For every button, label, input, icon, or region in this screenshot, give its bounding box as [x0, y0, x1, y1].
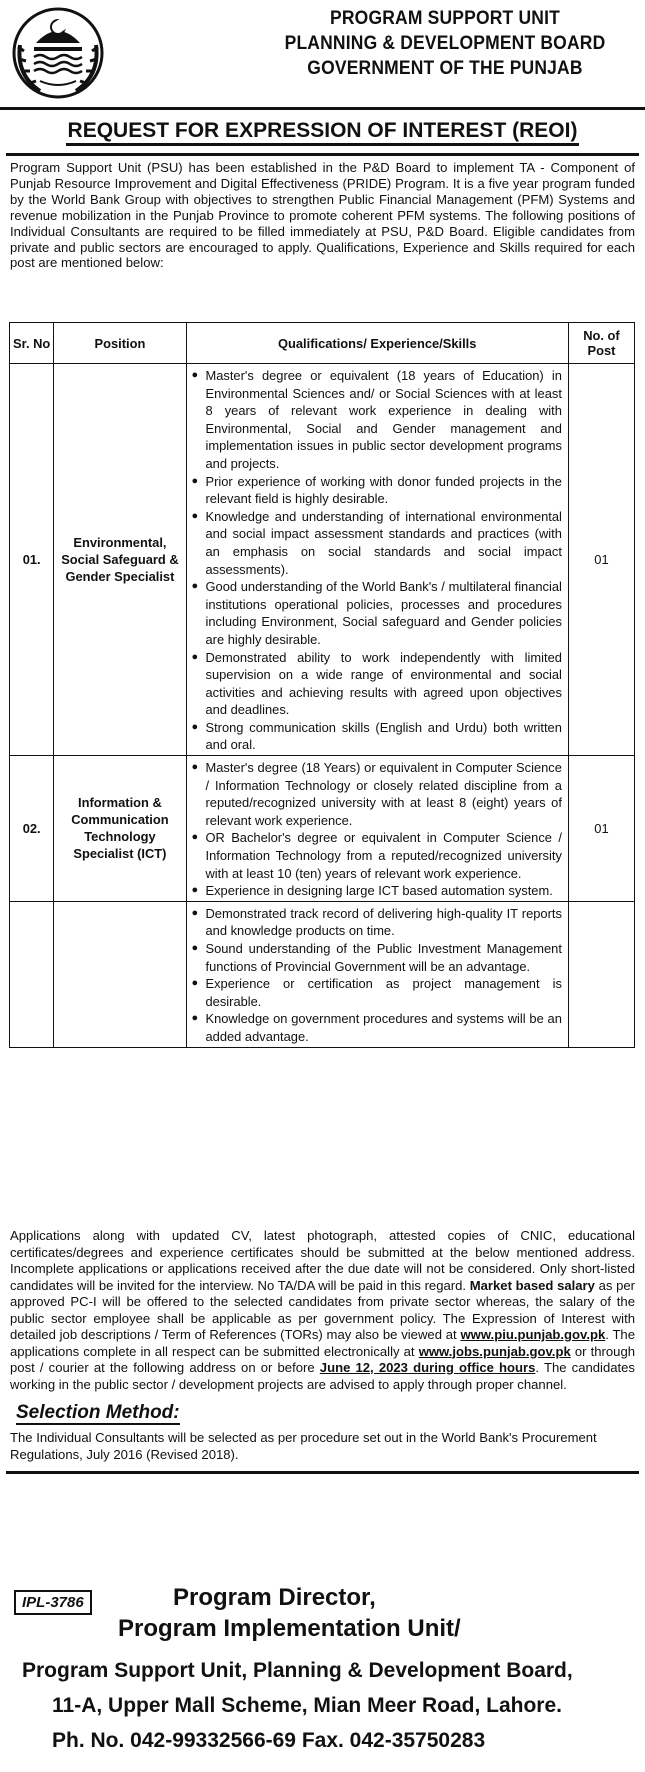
bullet-icon: ● — [191, 580, 199, 593]
qualifications-cell — [186, 756, 568, 902]
table-row — [10, 901, 635, 1047]
list-item — [192, 578, 562, 648]
header — [0, 0, 645, 110]
selection-heading-wrap — [16, 1402, 645, 1424]
header-sr-no: Sr. No — [10, 323, 54, 364]
reoi-heading-wrap — [0, 119, 645, 153]
ipl-number-badge: IPL-3786 — [14, 1590, 92, 1615]
market-salary-text: Market based salary — [469, 1277, 595, 1293]
deadline-text: June 12, 2023 during office hours — [319, 1360, 536, 1375]
list-item — [192, 1010, 562, 1045]
list-item — [192, 367, 562, 473]
post-count-cell — [568, 901, 634, 1047]
intro-paragraph: Program Support Unit (PSU) has been established in the P&D Board to implement TA - Component of Punjab Resource Improvement and Digital Effectiveness (PRIDE) Program. It is a five year program funded by the World Bank Group with objectives to strengthen Public Financial Management (PFM) Systems and revenue mobilization in the Punjab Province to promote coherent PFM systems. The following positions of Individual Consultants are required to be filled immediately at PSU, P&D Board. Eligible candidates from private and public sectors are encouraged to apply. Qualifications, Experience and Skills required for each post are mentioned below: — [10, 160, 635, 271]
header-line-1: PROGRAM SUPPORT UNIT — [330, 8, 560, 29]
header-titles — [250, 6, 640, 81]
bullet-icon: ● — [191, 884, 199, 897]
bullet-icon: ● — [191, 831, 199, 844]
bullet-text: Master's degree (18 Years) or equivalent in Computer Science / Information Technology or closely related discipline from a reputed/recognized university with at least 8 (eight) years of relevant work experience. — [205, 760, 562, 828]
table-row — [10, 364, 635, 756]
list-item — [192, 905, 562, 940]
header-position: Position — [54, 323, 186, 364]
apply-text-3: . The applications complete in all respect can be submitted electronically at — [10, 1327, 635, 1359]
bullet-text: Sound understanding of the Public Investment Management functions of Provincial Government will be an advantage. — [205, 941, 562, 974]
list-item — [192, 882, 562, 900]
bullet-icon: ● — [191, 906, 199, 919]
footer-line-1: Program Director, — [173, 1584, 376, 1611]
sr-no-cell — [10, 901, 54, 1047]
list-item — [192, 649, 562, 719]
bullet-text: Demonstrated track record of delivering high-quality IT reports and knowledge products on time. — [205, 905, 562, 939]
table-header-row — [10, 323, 635, 364]
selection-text: The Individual Consultants will be selected as per procedure set out in the World Bank's Procurement Regulations, July 2016 (Revised 2018). — [10, 1430, 597, 1462]
application-paragraph — [0, 1228, 645, 1393]
header-line-3: GOVERNMENT OF THE PUNJAB — [307, 58, 583, 79]
footer-line-4: 11-A, Upper Mall Scheme, Mian Meer Road, Lahore. — [52, 1694, 562, 1717]
bullet-text: Master's degree or equivalent (18 years of Education) in Environmental Sciences and/ or Social Sciences with at least 8 years of relevant work experience in dealing with Environmental, Social and Gender management and implementation issues in public sector development programs and projects. — [205, 368, 562, 471]
bullet-icon: ● — [191, 369, 199, 381]
selection-heading: Selection Method: — [16, 1402, 180, 1423]
reoi-title: REQUEST FOR EXPRESSION OF INTEREST (REOI) — [66, 119, 580, 146]
qualifications-cell — [186, 364, 568, 756]
bullet-icon: ● — [191, 761, 199, 774]
list-item — [192, 975, 562, 1010]
table-row — [10, 756, 635, 902]
jobs-portal-link[interactable]: www.jobs.punjab.gov.pk — [418, 1343, 571, 1359]
list-item — [192, 473, 562, 508]
bullet-icon: ● — [191, 650, 199, 663]
bullet-text: Demonstrated ability to work independently with limited supervision on a wide range of environmental and social activities and achieving results with agreed upon objectives and deadlines. — [205, 649, 562, 718]
bullet-icon: ● — [191, 509, 199, 522]
bullet-text: Experience or certification as project management is desirable. — [205, 976, 562, 1009]
apply-text-5: . The candidates working in the public sector / development projects are advised to apply through proper channel. — [10, 1360, 635, 1392]
bullet-text: Knowledge on government procedures and systems will be an added advantage. — [205, 1011, 562, 1044]
bullet-text: Good understanding of the World Bank's / multilateral financial institutions operational policies, processes and procedures including Environment, Social safeguard and Gender policies are highly desirable. — [205, 579, 562, 647]
header-qualifications: Qualifications/ Experience/Skills — [186, 323, 568, 364]
bullet-text: Prior experience of working with donor funded projects in the relevant field is highly desirable. — [205, 473, 562, 507]
bullet-text: Experience in designing large ICT based automation system. — [205, 883, 553, 899]
divider — [6, 1471, 639, 1474]
bullet-icon: ● — [191, 474, 199, 487]
bullet-text: OR Bachelor's degree or equivalent in Computer Science / Information Technology from a reputed/recognized university with at least 10 (ten) years of relevant work experience. — [205, 830, 562, 881]
footer-line-3: Program Support Unit, Planning & Development Board, — [22, 1659, 573, 1682]
bullet-text: Knowledge and understanding of international environmental and social impact assessment standards and practices (with an emphasis on social standards and social impact assessments). — [205, 508, 562, 577]
bullet-icon: ● — [191, 1012, 199, 1025]
bullet-icon: ● — [191, 942, 199, 954]
list-item — [192, 719, 562, 754]
header-line-2: PLANNING & DEVELOPMENT BOARD — [284, 33, 606, 54]
sr-no-cell: 02. — [10, 756, 54, 902]
list-item — [192, 508, 562, 578]
bullet-icon: ● — [191, 977, 199, 990]
government-of-punjab-seal-icon — [10, 5, 106, 101]
qualifications-cell — [186, 901, 568, 1047]
list-item — [192, 829, 562, 882]
post-count-cell: 01 — [568, 364, 634, 756]
post-count-cell: 01 — [568, 756, 634, 902]
header-no-of-post: No. of Post — [568, 323, 634, 364]
positions-table — [9, 322, 635, 1048]
footer-line-5: Ph. No. 042-99332566-69 Fax. 042-35750283 — [52, 1729, 486, 1752]
sr-no-cell: 01. — [10, 364, 54, 756]
piu-website-link[interactable]: www.piu.punjab.gov.pk — [460, 1327, 606, 1342]
bullet-icon: ● — [191, 720, 199, 733]
position-cell — [54, 901, 186, 1047]
apply-text-2: as per approved PC-I will be offered to the selected candidates from private sector whereas, the salary of the public sector employee shall be applicable as per government policy. The Expression of Interest with detailed job descriptions / Term of References (TORs) may also be viewed at — [10, 1277, 636, 1342]
position-cell: Information & Communication Technology Specialist (ICT) — [54, 756, 186, 902]
list-item — [192, 940, 562, 975]
apply-text-1: Applications along with updated CV, latest photograph, attested copies of CNIC, educational certificates/degrees and experience certificates should be submitted at the below mentioned address. Incomplete applications or applications received after the due date will not be considered. Only short-listed candidates will be invited for the interview. No TA/DA will be paid in this regard. — [10, 1228, 635, 1293]
application-section — [0, 1228, 645, 1474]
list-item — [192, 759, 562, 829]
position-cell: Environmental, Social Safeguard & Gender Specialist — [54, 364, 186, 756]
apply-text-4: or through post / courier at the following address on or before — [10, 1343, 636, 1375]
footer-line-2: Program Implementation Unit/ — [118, 1615, 461, 1642]
intro-section — [0, 156, 645, 308]
bullet-text: Strong communication skills (English and Urdu) both written and oral. — [205, 719, 562, 753]
